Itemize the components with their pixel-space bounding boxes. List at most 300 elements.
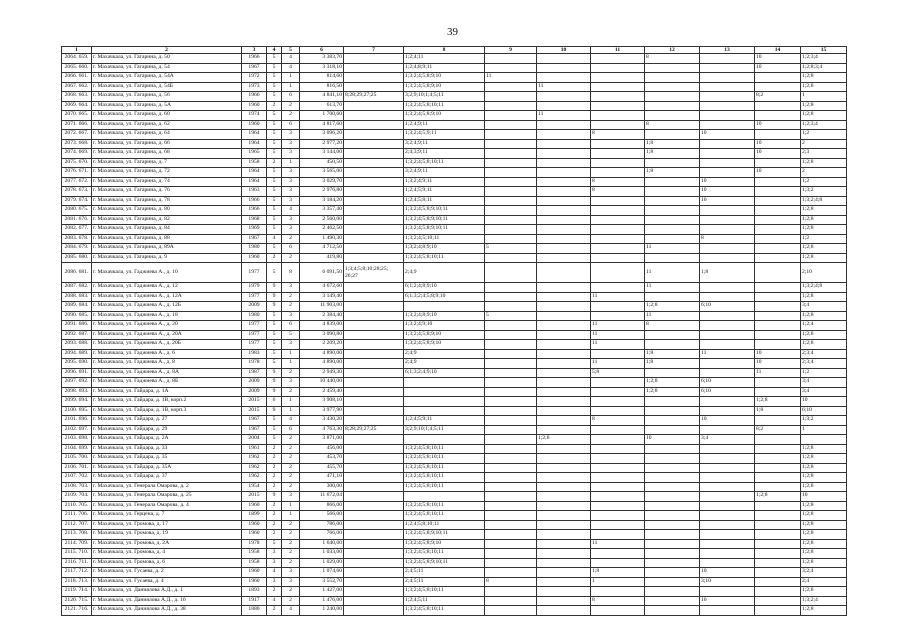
- col13-cell: [700, 492, 755, 502]
- col8-cell: 1;3;2;4;9;10: [404, 321, 485, 331]
- entrances-cell: 2: [282, 101, 300, 111]
- col8-cell: 1;3;2;4;5;8;9;10: [404, 73, 485, 83]
- row-number-cell: [62, 206, 92, 216]
- row-subindex: 675.: [78, 206, 89, 213]
- col15-cell: 10: [801, 492, 847, 502]
- table-row: [62, 215, 847, 225]
- year-cell: 1960: [242, 501, 267, 511]
- address-cell: г. Махачкала, ул. Гагарина, д. 54А: [92, 73, 242, 83]
- col11-cell: 11: [591, 292, 645, 302]
- col13-cell: [700, 82, 755, 92]
- col8-cell: 1;3;2;4;5;8;10;11: [404, 549, 485, 559]
- year-cell: 1960: [242, 253, 267, 263]
- col15-cell: 1;2;8: [801, 549, 847, 559]
- col14-cell: [755, 340, 801, 350]
- row-index: 2084.: [64, 244, 78, 251]
- table-row: [62, 549, 847, 559]
- table-row: [62, 73, 847, 83]
- col13-cell: [700, 368, 755, 378]
- area-cell: 4 712,50: [300, 244, 344, 254]
- row-index: 2092.: [64, 330, 78, 337]
- row-number-cell: [62, 92, 92, 102]
- col10-cell: [537, 501, 591, 511]
- col12-cell: 10: [645, 435, 700, 445]
- col15-cell: 1;2: [801, 130, 847, 140]
- area-cell: 1 033,00: [300, 549, 344, 559]
- address-cell: г. Махачкала, ул. Гайдара, д. 37: [92, 473, 242, 483]
- col10-cell: [537, 73, 591, 83]
- col14-cell: 10: [755, 149, 801, 159]
- col10-cell: [537, 492, 591, 502]
- table-row: [62, 158, 847, 168]
- col7-cell: [344, 149, 404, 159]
- area-cell: 866,00: [300, 501, 344, 511]
- row-subindex: 669.: [78, 149, 89, 156]
- table-row: [62, 577, 847, 587]
- area-cell: 11 903,00: [300, 302, 344, 312]
- floors-cell: 2: [267, 606, 282, 616]
- row-subindex: 715.: [78, 596, 89, 603]
- area-cell: 2 560,00: [300, 215, 344, 225]
- row-number-cell: [62, 101, 92, 111]
- col10-cell: [537, 196, 591, 206]
- address-cell: г. Махачкала, ул. Громова, д. 17: [92, 520, 242, 530]
- col10-cell: [537, 263, 591, 283]
- row-subindex: 700.: [78, 454, 89, 461]
- area-cell: 453,70: [300, 454, 344, 464]
- area-cell: 3 096,20: [300, 130, 344, 140]
- row-index: 2078.: [64, 187, 78, 194]
- floors-cell: 5: [267, 130, 282, 140]
- col13-cell: 10: [700, 596, 755, 606]
- col10-cell: [537, 253, 591, 263]
- col8-cell: 1;3;2;4;5;8;9;10;11: [404, 215, 485, 225]
- row-subindex: 679.: [78, 244, 89, 251]
- year-cell: 1977: [242, 330, 267, 340]
- year-cell: 1977: [242, 321, 267, 331]
- col10-cell: [537, 397, 591, 407]
- address-cell: г. Махачкала, ул. Гаджиева А., д. 6: [92, 349, 242, 359]
- row-subindex: 671.: [78, 168, 89, 175]
- col8-cell: 2;4;5;11: [404, 577, 485, 587]
- address-cell: г. Махачкала, ул. Громова, д. 2А: [92, 539, 242, 549]
- year-cell: 1880: [242, 606, 267, 616]
- col7-cell: [344, 482, 404, 492]
- floors-cell: 9: [267, 492, 282, 502]
- row-number-cell: [62, 196, 92, 206]
- col15-cell: 1;2;8: [801, 444, 847, 454]
- col12-cell: [645, 511, 700, 521]
- floors-cell: 5: [267, 92, 282, 102]
- col8-cell: 2;4;9: [404, 263, 485, 283]
- entrances-cell: 4: [282, 54, 300, 64]
- col12-cell: [645, 454, 700, 464]
- col12-cell: 1;2;8: [645, 378, 700, 388]
- column-header: 6: [300, 47, 344, 54]
- col11-cell: [591, 82, 645, 92]
- col15-cell: 1;2;8: [801, 539, 847, 549]
- address-cell: г. Махачкала, ул. Гагарина, д. 88: [92, 234, 242, 244]
- col15-cell: 1;2;8: [801, 501, 847, 511]
- area-cell: 3 977,90: [300, 406, 344, 416]
- col14-cell: [755, 292, 801, 302]
- col8-cell: 1;3;2;4;5;8;9;10: [404, 111, 485, 121]
- col15-cell: 1;2;8: [801, 530, 847, 540]
- col13-cell: [700, 311, 755, 321]
- year-cell: 1967: [242, 416, 267, 426]
- entrances-cell: 3: [282, 196, 300, 206]
- area-cell: 3 149,40: [300, 292, 344, 302]
- area-cell: 471,10: [300, 473, 344, 483]
- table-row: [62, 225, 847, 235]
- col15-cell: 6;10: [801, 406, 847, 416]
- col15-cell: 1;2;8: [801, 82, 847, 92]
- entrances-cell: 5: [282, 330, 300, 340]
- col7-cell: [344, 244, 404, 254]
- year-cell: 1960: [242, 530, 267, 540]
- col11-cell: 8: [591, 596, 645, 606]
- area-cell: 4 817,60: [300, 120, 344, 130]
- row-number-cell: [62, 225, 92, 235]
- col14-cell: [755, 530, 801, 540]
- col7-cell: [344, 340, 404, 350]
- col9-cell: [485, 587, 537, 597]
- row-number-cell: [62, 283, 92, 293]
- year-cell: 1962: [242, 454, 267, 464]
- table-row: [62, 520, 847, 530]
- row-index: 2081.: [64, 215, 78, 222]
- col13-cell: 10: [700, 416, 755, 426]
- col7-cell: [344, 606, 404, 616]
- address-cell: г. Махачкала, ул. Гагарина, д. 7: [92, 158, 242, 168]
- floors-cell: 4: [267, 596, 282, 606]
- col12-cell: [645, 587, 700, 597]
- col14-cell: [755, 177, 801, 187]
- address-cell: г. Махачкала, ул. Гайдара, д. 1В, корп.3: [92, 406, 242, 416]
- row-index: 2093.: [64, 340, 78, 347]
- row-subindex: 659.: [78, 54, 89, 61]
- col13-cell: [700, 425, 755, 435]
- col7-cell: [344, 120, 404, 130]
- col15-cell: 1;3;2;4: [801, 596, 847, 606]
- row-number-cell: [62, 234, 92, 244]
- col11-cell: 11: [591, 539, 645, 549]
- col14-cell: 10: [755, 63, 801, 73]
- col11-cell: [591, 311, 645, 321]
- table-row: [62, 425, 847, 435]
- col12-cell: 11: [645, 283, 700, 293]
- table-row: [62, 177, 847, 187]
- col12-cell: [645, 368, 700, 378]
- entrances-cell: 3: [282, 340, 300, 350]
- area-cell: 3 565,00: [300, 168, 344, 178]
- col15-cell: 1;2;8: [801, 206, 847, 216]
- entrances-cell: 1: [282, 406, 300, 416]
- col13-cell: 6;10: [700, 378, 755, 388]
- address-cell: г. Махачкала, ул. Гаджиева А., д. 20: [92, 321, 242, 331]
- col7-cell: [344, 359, 404, 369]
- row-number-cell: [62, 511, 92, 521]
- col11-cell: [591, 473, 645, 483]
- col9-cell: [485, 596, 537, 606]
- row-subindex: 703.: [78, 482, 89, 489]
- col15-cell: 1;2;8: [801, 454, 847, 464]
- year-cell: 1987: [242, 368, 267, 378]
- table-row: [62, 368, 847, 378]
- col12-cell: [645, 206, 700, 216]
- col9-cell: [485, 511, 537, 521]
- table-row: [62, 482, 847, 492]
- row-index: 2098.: [64, 387, 78, 394]
- row-index: 2073.: [64, 139, 78, 146]
- col10-cell: [537, 454, 591, 464]
- col7-cell: [344, 492, 404, 502]
- row-number-cell: [62, 302, 92, 312]
- col7-cell: [344, 539, 404, 549]
- col10-cell: [537, 130, 591, 140]
- col7-cell: [344, 225, 404, 235]
- table-body: [62, 47, 847, 616]
- col11-cell: [591, 139, 645, 149]
- col14-cell: [755, 463, 801, 473]
- col14-cell: [755, 302, 801, 312]
- col11-cell: [591, 444, 645, 454]
- entrances-cell: 1: [282, 349, 300, 359]
- col10-cell: [537, 330, 591, 340]
- col12-cell: 8: [645, 321, 700, 331]
- row-subindex: 710.: [78, 549, 89, 556]
- row-subindex: 677.: [78, 225, 89, 232]
- row-number-cell: [62, 406, 92, 416]
- row-subindex: 682.: [78, 283, 89, 290]
- entrances-cell: 4: [282, 63, 300, 73]
- col11-cell: [591, 463, 645, 473]
- col15-cell: 1;2;8: [801, 292, 847, 302]
- floors-cell: 4: [267, 234, 282, 244]
- address-cell: г. Махачкала, ул. Гайдара, д. 1А: [92, 387, 242, 397]
- col13-cell: 11: [700, 349, 755, 359]
- col14-cell: [755, 596, 801, 606]
- row-index: 2083.: [64, 234, 78, 241]
- entrances-cell: 3: [282, 177, 300, 187]
- col11-cell: [591, 111, 645, 121]
- table-row: [62, 283, 847, 293]
- col15-cell: 2;4: [801, 577, 847, 587]
- row-number-cell: [62, 425, 92, 435]
- row-index: 2076.: [64, 168, 78, 175]
- col13-cell: [700, 63, 755, 73]
- col11-cell: [591, 549, 645, 559]
- col12-cell: [645, 330, 700, 340]
- table-row: [62, 406, 847, 416]
- col11-cell: [591, 149, 645, 159]
- col9-cell: [485, 435, 537, 445]
- address-cell: г. Махачкала, ул. Гагарина, д. 74: [92, 177, 242, 187]
- col14-cell: 1;2;8: [755, 397, 801, 407]
- floors-cell: 5: [267, 225, 282, 235]
- area-cell: 3 184,20: [300, 196, 344, 206]
- col11-cell: 8: [591, 130, 645, 140]
- col8-cell: 1;3;2;4;5;8;9;10: [404, 82, 485, 92]
- address-cell: г. Махачкала, ул. Гагарина, д. 50: [92, 54, 242, 64]
- row-index: 2119.: [64, 587, 78, 594]
- col13-cell: [700, 253, 755, 263]
- row-number-cell: [62, 359, 92, 369]
- col10-cell: [537, 406, 591, 416]
- col9-cell: [485, 397, 537, 407]
- col7-cell: [344, 596, 404, 606]
- table-row: [62, 378, 847, 388]
- floors-cell: 5: [267, 244, 282, 254]
- col7-cell: [344, 196, 404, 206]
- address-cell: г. Махачкала, ул. Гаджиева А., д. 12А: [92, 292, 242, 302]
- col14-cell: [755, 253, 801, 263]
- col12-cell: [645, 530, 700, 540]
- table-row: [62, 168, 847, 178]
- floors-cell: 5: [267, 539, 282, 549]
- address-cell: г. Махачкала, ул. Гаджиева А., д. 10: [92, 263, 242, 283]
- floors-cell: 3: [267, 558, 282, 568]
- row-subindex: 697.: [78, 425, 89, 432]
- year-cell: 1958: [242, 158, 267, 168]
- entrances-cell: 1: [282, 397, 300, 407]
- col11-cell: [591, 168, 645, 178]
- column-header: 14: [755, 47, 801, 54]
- col15-cell: 1;2;8: [801, 520, 847, 530]
- col15-cell: 10: [801, 397, 847, 407]
- table-row: [62, 302, 847, 312]
- col15-cell: 1;3;2: [801, 187, 847, 197]
- col11-cell: [591, 425, 645, 435]
- col10-cell: [537, 234, 591, 244]
- col10-cell: [537, 225, 591, 235]
- row-index: 2114.: [64, 539, 78, 546]
- floors-cell: 5: [267, 215, 282, 225]
- row-index: 2082.: [64, 225, 78, 232]
- col13-cell: 6;10: [700, 302, 755, 312]
- col7-cell: [344, 139, 404, 149]
- floors-cell: 2: [267, 473, 282, 483]
- col13-cell: 6;10: [700, 387, 755, 397]
- col12-cell: [645, 482, 700, 492]
- col13-cell: [700, 511, 755, 521]
- col13-cell: 8: [700, 234, 755, 244]
- col9-cell: [485, 292, 537, 302]
- entrances-cell: 8: [282, 263, 300, 283]
- col15-cell: 1;2;8: [801, 606, 847, 616]
- col13-cell: [700, 444, 755, 454]
- year-cell: 1979: [242, 283, 267, 293]
- col15-cell: 3;4: [801, 378, 847, 388]
- year-cell: 1980: [242, 244, 267, 254]
- col9-cell: [485, 492, 537, 502]
- col13-cell: [700, 406, 755, 416]
- row-number-cell: [62, 321, 92, 331]
- address-cell: г. Махачкала, ул. Гагарина, д. 5А: [92, 101, 242, 111]
- row-subindex: 690.: [78, 359, 89, 366]
- area-cell: 3 383,70: [300, 54, 344, 64]
- floors-cell: 5: [267, 139, 282, 149]
- col8-cell: 1;2;4;5;8;10;11: [404, 520, 485, 530]
- entrances-cell: 3: [282, 187, 300, 197]
- col14-cell: 8;2: [755, 425, 801, 435]
- col10-cell: [537, 359, 591, 369]
- col9-cell: [485, 101, 537, 111]
- col14-cell: 11: [755, 368, 801, 378]
- entrances-cell: 1: [282, 73, 300, 83]
- area-cell: 10 440,00: [300, 378, 344, 388]
- col10-cell: 1;2;8: [537, 435, 591, 445]
- col9-cell: [485, 549, 537, 559]
- col15-cell: 1;2;8: [801, 311, 847, 321]
- address-cell: г. Махачкала, ул. Гайдара, д. 2А: [92, 435, 242, 445]
- table-row: [62, 530, 847, 540]
- year-cell: 1962: [242, 473, 267, 483]
- row-index: 2088.: [64, 292, 78, 299]
- floors-cell: 5: [267, 54, 282, 64]
- col8-cell: [404, 435, 485, 445]
- col12-cell: [645, 234, 700, 244]
- year-cell: 1963: [242, 187, 267, 197]
- col10-cell: [537, 416, 591, 426]
- col11-cell: [591, 253, 645, 263]
- col8-cell: 1;2;4;9;11: [404, 120, 485, 130]
- col10-cell: [537, 206, 591, 216]
- col11-cell: [591, 530, 645, 540]
- row-index: 2067.: [64, 82, 78, 89]
- entrances-cell: 2: [282, 473, 300, 483]
- col14-cell: [755, 82, 801, 92]
- area-cell: 3 090,80: [300, 330, 344, 340]
- floors-cell: 4: [267, 568, 282, 578]
- col11-cell: [591, 482, 645, 492]
- col13-cell: [700, 473, 755, 483]
- col15-cell: [801, 435, 847, 445]
- col9-cell: [485, 206, 537, 216]
- col7-cell: [344, 577, 404, 587]
- col8-cell: 3;2;9;10;1;4;5;11: [404, 425, 485, 435]
- area-cell: 3 430,20: [300, 416, 344, 426]
- col12-cell: [645, 397, 700, 407]
- row-index: 2115.: [64, 549, 78, 556]
- col12-cell: [645, 63, 700, 73]
- col8-cell: 1;3;2;4;5;8;9;10;11: [404, 558, 485, 568]
- entrances-cell: 2: [282, 549, 300, 559]
- year-cell: 1977: [242, 340, 267, 350]
- col11-cell: [591, 501, 645, 511]
- col15-cell: 1;2;8: [801, 158, 847, 168]
- floors-cell: 2: [267, 482, 282, 492]
- col15-cell: 1;2;8: [801, 473, 847, 483]
- col12-cell: 1;8: [645, 359, 700, 369]
- column-header: 1: [62, 47, 92, 54]
- row-index: 2075.: [64, 158, 78, 165]
- col9-cell: [485, 501, 537, 511]
- col9-cell: [485, 387, 537, 397]
- area-cell: 1 490,30: [300, 234, 344, 244]
- col12-cell: 8: [645, 54, 700, 64]
- col15-cell: 2;3;4: [801, 359, 847, 369]
- col14-cell: 10: [755, 139, 801, 149]
- col8-cell: 1;3;2;4;5;8;10;11: [404, 158, 485, 168]
- row-subindex: 692.: [78, 378, 89, 385]
- area-cell: 814,60: [300, 73, 344, 83]
- entrances-cell: 2: [282, 587, 300, 597]
- row-number-cell: [62, 82, 92, 92]
- col8-cell: [404, 387, 485, 397]
- entrances-cell: 3: [282, 568, 300, 578]
- year-cell: 1966: [242, 54, 267, 64]
